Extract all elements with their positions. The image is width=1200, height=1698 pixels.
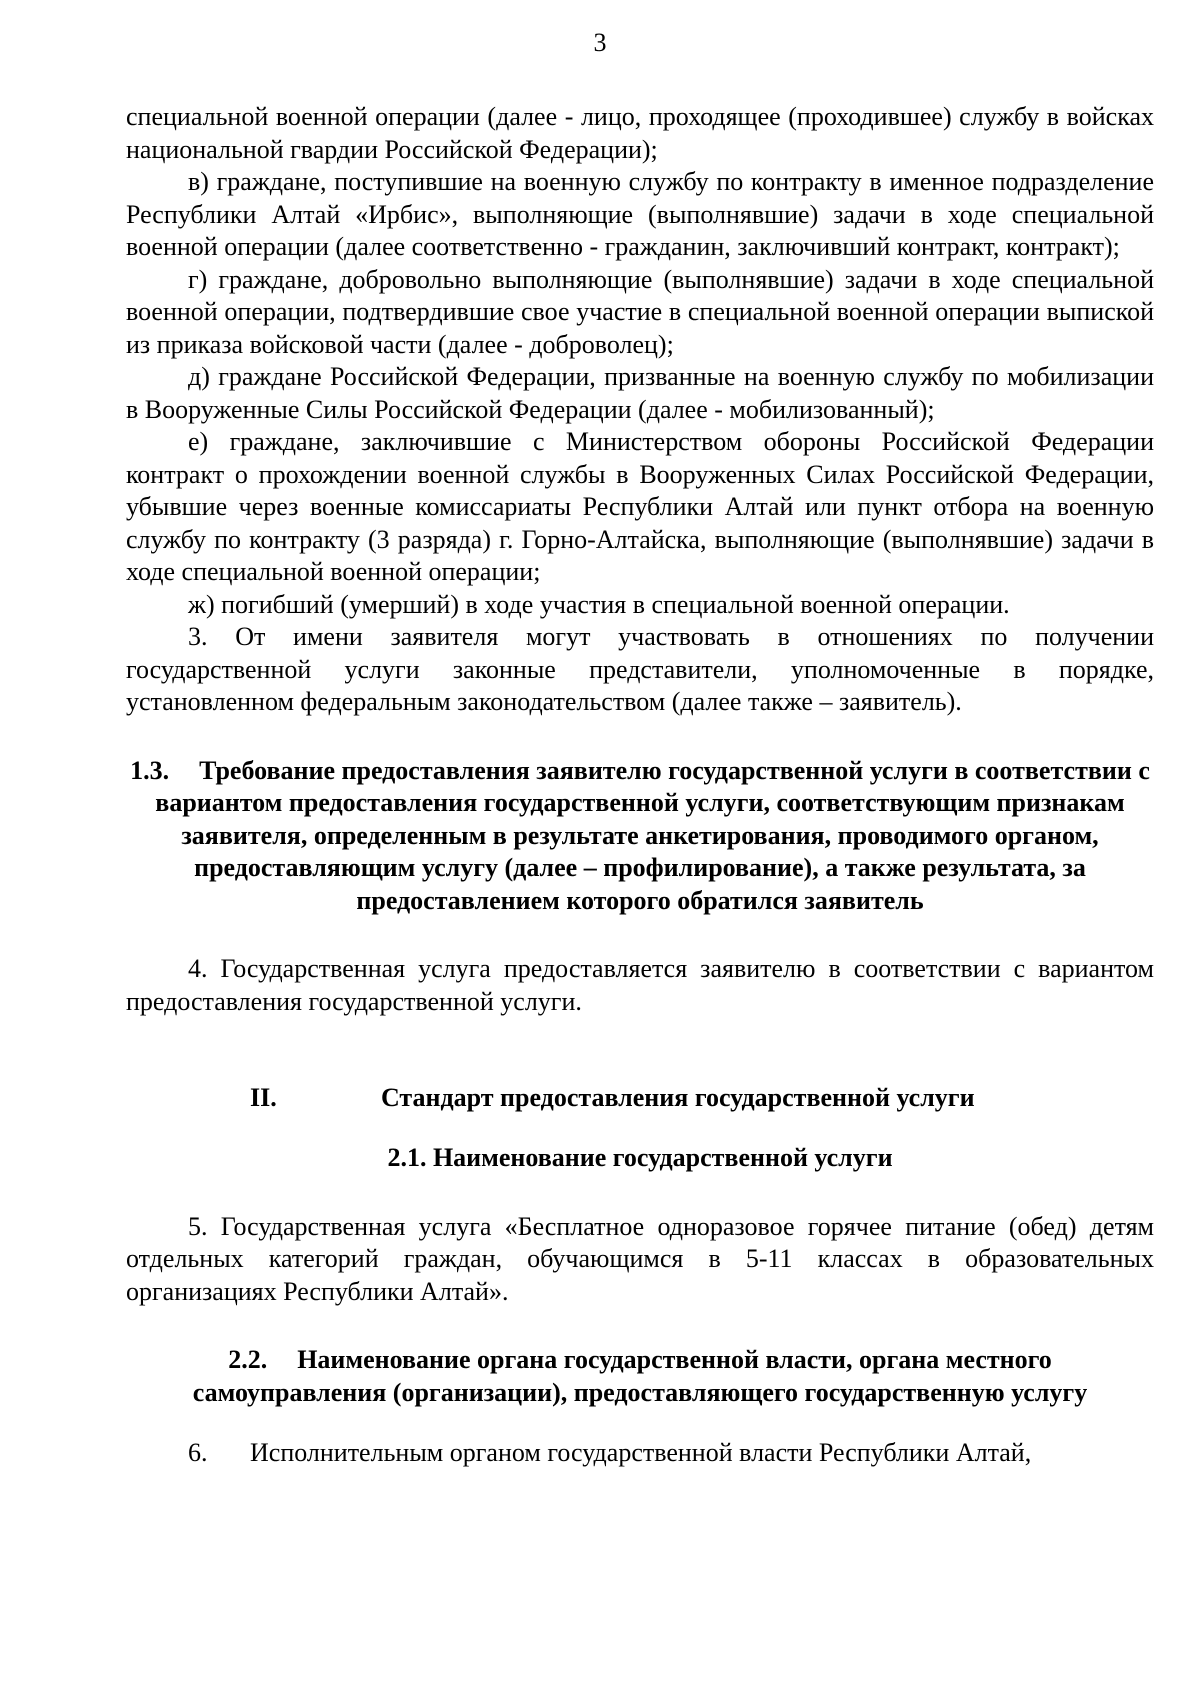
document-body xyxy=(126,101,1154,1470)
spacer xyxy=(126,1409,1154,1437)
section-1-3-number: 1.3. xyxy=(130,755,170,785)
section-1-3-heading xyxy=(126,755,1154,918)
section-1-3-title: Требование предоставления заявителю государственной услуги в соответствии с вариантом предоставления государственной услуги, соответствующим признакам заявителя, определенным в результате анкетирования, проводимого органом, предоставляющим услугу (далее – профилирование), а также результата, за предоставлением которого обратился заявитель xyxy=(155,755,1150,915)
paragraph-5: 5. Государственная услуга «Бесплатное одноразовое горячее питание (обед) детям отдельных категорий граждан, обучающимся в 5-11 классах в образовательных организациях Республики Алтай». xyxy=(126,1211,1154,1306)
paragraph-6-number: 6. xyxy=(188,1438,208,1467)
spacer xyxy=(126,719,1154,755)
section-2-2-number: 2.2. xyxy=(228,1345,268,1374)
paragraph-continuation: специальной военной операции (далее - лицо, проходящее (проходившее) службу в войсках национальной гвардии Российской Федерации); xyxy=(126,102,1154,164)
spacer xyxy=(126,917,1154,953)
spacer xyxy=(126,1308,1154,1344)
paragraph-6 xyxy=(126,1437,1154,1470)
paragraph-4: 4. Государственная услуга предоставляется заявителю в соответствии с вариантом предоставления государственной услуги. xyxy=(126,954,1154,1016)
paragraph-item-zh: ж) погибший (умерший) в ходе участия в специальной военной операции. xyxy=(188,589,1010,619)
paragraph-item-v: в) граждане, поступившие на военную службу по контракту в именное подразделение Республики Алтай «Ирбис», выполняющие (выполнявшие) задачи в ходе специальной военной операции (далее соответственно - гражданин, заключивший контракт, контракт); xyxy=(126,167,1154,261)
page-number: 3 xyxy=(593,28,607,57)
paragraph-item-g: г) граждане, добровольно выполняющие (выполнявшие) задачи в ходе специальной военной операции, подтвердившие свое участие в специальной военной операции выпиской из приказа войсковой части (далее - доброволец); xyxy=(126,264,1154,359)
spacer xyxy=(126,1175,1154,1211)
spacer xyxy=(126,1114,1154,1142)
paragraph-item-d: д) граждане Российской Федерации, призванные на военную службу по мобилизации в Вооруженные Силы Российской Федерации (далее - мобилизованный); xyxy=(126,362,1154,424)
section-II-heading xyxy=(126,1082,1154,1114)
paragraph-6-text: Исполнительным органом государственной власти Республики Алтай, xyxy=(250,1438,1032,1467)
section-2-1-heading: 2.1. Наименование государственной услуги xyxy=(387,1143,893,1172)
paragraph-3: 3. От имени заявителя могут участвовать в отношениях по получении государственной услуги законные представители, уполномоченные в порядке, установленном федеральным законодательством (далее также – заявитель). xyxy=(126,622,1154,716)
spacer xyxy=(126,1018,1154,1054)
paragraph-item-e: е) граждане, заключившие с Министерством обороны Российской Федерации контракт о прохождении военной службы в Вооруженных Силах Российской Федерации, убывшие через военные комиссариаты Республики Алтай или пункт отбора на военную службу по контракту (3 разряда) г. Горно-Алтайска, выполняющие (выполнявшие) задачи в ходе специальной военной операции; xyxy=(126,427,1154,586)
section-2-2-title: Наименование органа государственной власти, органа местного самоуправления (организации), предоставляющего государственную услугу xyxy=(192,1345,1088,1407)
section-2-2-heading xyxy=(126,1344,1154,1409)
spacer xyxy=(126,1054,1154,1082)
section-II-number: II. xyxy=(250,1083,277,1112)
section-II-title: Стандарт предоставления государственной услуги xyxy=(381,1083,975,1112)
